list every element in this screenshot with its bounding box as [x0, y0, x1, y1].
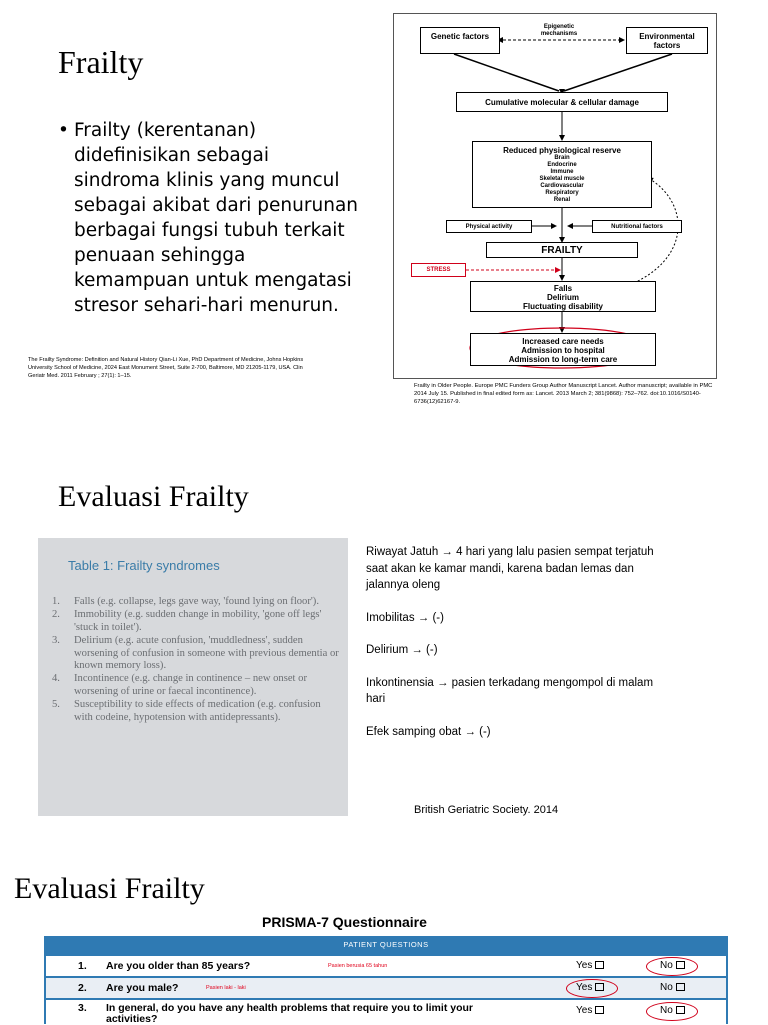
outcome-disability: Fluctuating disability: [522, 302, 603, 311]
slide2-title: Evaluasi Frailty: [58, 480, 249, 513]
checkbox-icon: [676, 983, 685, 991]
no-option[interactable]: No: [660, 1005, 685, 1016]
slide1-title: Frailty: [58, 44, 144, 80]
frailty-box: FRAILTY: [486, 242, 638, 258]
question-text: In general, do you have any health problems that require you to limit your activities?: [106, 1002, 473, 1025]
questionnaire-title: PRISMA-7 Questionnaire: [262, 914, 427, 930]
item-number: 1.: [52, 596, 60, 607]
stress-box: STRESS: [411, 263, 466, 277]
physical-activity-box: Physical activity: [446, 220, 532, 233]
epigenetic-label: Epigenetic mechanisms: [540, 24, 578, 37]
system-respiratory: Respiratory: [545, 190, 579, 196]
question-number: 2.: [78, 982, 87, 994]
list-item: [52, 673, 342, 698]
nutritional-factors-box: Nutritional factors: [592, 220, 682, 233]
genetic-factors-box: Genetic factors: [420, 27, 500, 54]
yes-option[interactable]: Yes: [576, 978, 604, 998]
table-row: [46, 978, 726, 998]
outcome-delirium: Delirium: [546, 293, 579, 302]
reduced-reserve-title: Reduced physiological reserve: [503, 146, 621, 155]
item-number: 3.: [52, 635, 60, 647]
care-needs-box: [470, 333, 656, 366]
question-text: Are you male?: [106, 982, 179, 994]
no-option[interactable]: No: [660, 956, 685, 976]
list-item: [52, 699, 342, 724]
item-text: Falls (e.g. collapse, legs gave way, 'found lying on floor').: [74, 596, 319, 607]
system-endocrine: Endocrine: [547, 162, 577, 168]
question-note: Pasien laki - laki: [206, 985, 246, 991]
slide1-bullet: [58, 118, 358, 318]
question-number: 1.: [78, 960, 87, 972]
list-item: [52, 609, 342, 634]
system-brain: Brain: [554, 155, 570, 161]
note-delirium: Delirium → (-): [366, 644, 438, 656]
system-cardiovascular: Cardiovascular: [540, 183, 584, 189]
care-hospital: Admission to hospital: [521, 346, 605, 355]
table-row: [46, 956, 726, 976]
note-incontinence: Inkontinensia → pasien terkadang mengompol di malam hari: [366, 676, 654, 705]
environmental-factors-box: Environmental factors: [626, 27, 708, 54]
question-note: Pasien berusia 65 tahun: [328, 963, 388, 969]
slide3-title: Evaluasi Frailty: [14, 872, 205, 905]
table-header: PATIENT QUESTIONS: [343, 940, 429, 949]
syndromes-list: [52, 596, 342, 725]
question-text: Are you older than 85 years?: [106, 960, 251, 972]
care-increased: Increased care needs: [522, 337, 604, 346]
slide1-reference: The Frailty Syndrome: Definition and Natural History Qian-Li Xue, PhD Department of Medicine, Johns Hopkins University School of Medicine, 2024 East Monument Street, Suite 2-700, Baltimore, MD 21205-1179, USA. Clin Geriatr Med. 2011 February ; 27(1): 1–15.: [28, 357, 304, 379]
reduced-reserve-box: [472, 141, 652, 208]
outcome-falls: Falls: [553, 284, 573, 293]
list-item: [52, 635, 342, 672]
question-number: 3.: [78, 1002, 87, 1014]
checkbox-icon: [595, 961, 604, 969]
bullet-icon: •: [58, 120, 69, 141]
yes-option[interactable]: Yes: [576, 1005, 604, 1016]
answer-circle: [566, 979, 618, 998]
item-text: Susceptibility to side effects of medication (e.g. confusion with codeine, hypotension with antidepressants).: [74, 699, 321, 723]
item-number: 2.: [52, 609, 60, 621]
answer-circle: [646, 957, 698, 976]
note-falls: Riwayat Jatuh → 4 hari yang lalu pasien sempat terjatuh saat akan ke kamar mandi, karena badan lemas dan jalannya oleng: [366, 546, 654, 591]
item-text: Immobility (e.g. sudden change in mobility, 'gone off legs' 'stuck in toilet').: [74, 609, 322, 633]
item-text: Delirium (e.g. acute confusion, 'muddledness', sudden worsening of confusion in someone with previous dementia or known memory loss).: [74, 635, 339, 672]
answer-circle: [646, 1002, 698, 1021]
note-side-effects: Efek samping obat → (-): [366, 725, 491, 738]
system-renal: Renal: [553, 197, 571, 203]
item-number: 4.: [52, 673, 60, 685]
note-immobility: Imobilitas → (-): [366, 611, 444, 624]
table-title: Table 1: Frailty syndromes: [68, 558, 220, 573]
care-long-term: Admission to long-term care: [508, 355, 618, 364]
frailty-syndromes-table: [38, 538, 348, 816]
no-option[interactable]: No: [660, 978, 685, 998]
list-item: [52, 596, 342, 608]
item-text: Incontinence (e.g. change in continence – new onset or worsening of urine or faecal incontinence).: [74, 673, 307, 697]
checkbox-icon: [595, 1006, 604, 1014]
outcomes-box: [470, 281, 656, 312]
system-skeletal-muscle: Skeletal muscle: [539, 176, 585, 182]
bgs-citation: British Geriatric Society. 2014: [414, 804, 559, 816]
diagram-reference: Frailty in Older People. Europe PMC Funders Group Author Manuscript Lancet. Author manuscript; available in PMC 2014 July 15. Published in final edited form as: Lancet. 2013 March 2; 381(9868): 752–762. doi:10.1016/S0140-6736(12)62167-9.: [414, 383, 713, 405]
patient-notes: [366, 544, 656, 756]
prisma-table: [44, 936, 728, 1024]
system-immune: Immune: [550, 169, 574, 175]
frailty-diagram: [393, 13, 717, 379]
yes-option[interactable]: Yes: [576, 956, 604, 976]
cumulative-damage-box: Cumulative molecular & cellular damage: [456, 92, 668, 112]
slide1-bullet-text: Frailty (kerentanan) didefinisikan sebagai sindroma klinis yang muncul sebagai akibat dari penurunan berbagai fungsi tubuh terkait penuaan sehingga kemampuan untuk mengatasi stresor sehari-hari menurun.: [74, 120, 359, 316]
item-number: 5.: [52, 699, 60, 711]
table-row: [46, 1000, 726, 1024]
